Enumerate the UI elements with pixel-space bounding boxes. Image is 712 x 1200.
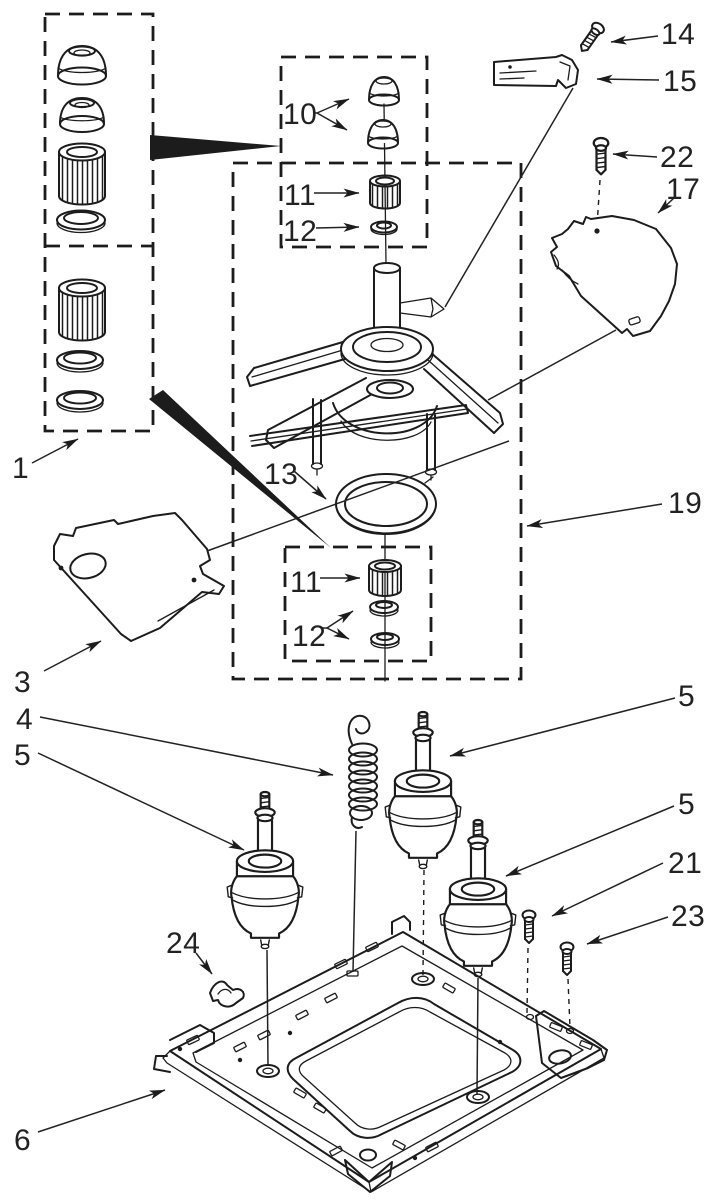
callout-6: 6 xyxy=(14,1124,32,1157)
callout-21: 21 xyxy=(668,847,703,880)
bearing-11-lower xyxy=(369,560,401,596)
callout-4: 4 xyxy=(16,703,34,736)
callout-12-upper: 12 xyxy=(283,215,318,248)
callout-15: 15 xyxy=(663,65,698,98)
callout-14: 14 xyxy=(661,18,696,51)
callout-17: 17 xyxy=(666,173,701,206)
callout-23: 23 xyxy=(671,900,706,933)
callout-3: 3 xyxy=(14,666,32,699)
callout-10: 10 xyxy=(283,98,318,131)
damper-left-drop xyxy=(267,950,268,1066)
spindle-top xyxy=(374,263,400,273)
roller-bearing-lower xyxy=(59,280,105,341)
damper-right-drop xyxy=(477,978,478,1094)
roller-bearing-upper xyxy=(59,144,105,205)
callout-13: 13 xyxy=(264,458,299,491)
callout-5-top: 5 xyxy=(678,680,696,713)
callout-19: 19 xyxy=(668,487,703,520)
callout-11-lower: 11 xyxy=(290,566,323,599)
drive-disc xyxy=(341,327,433,371)
callout-1: 1 xyxy=(12,452,30,485)
callout-22: 22 xyxy=(660,141,695,174)
callout-11-upper: 11 xyxy=(284,179,317,212)
callout-24: 24 xyxy=(166,927,201,960)
bearing-11-upper xyxy=(370,176,400,209)
callout-5-left: 5 xyxy=(14,739,32,772)
callout-12-lower: 12 xyxy=(292,620,327,653)
callout-5-right: 5 xyxy=(678,788,696,821)
